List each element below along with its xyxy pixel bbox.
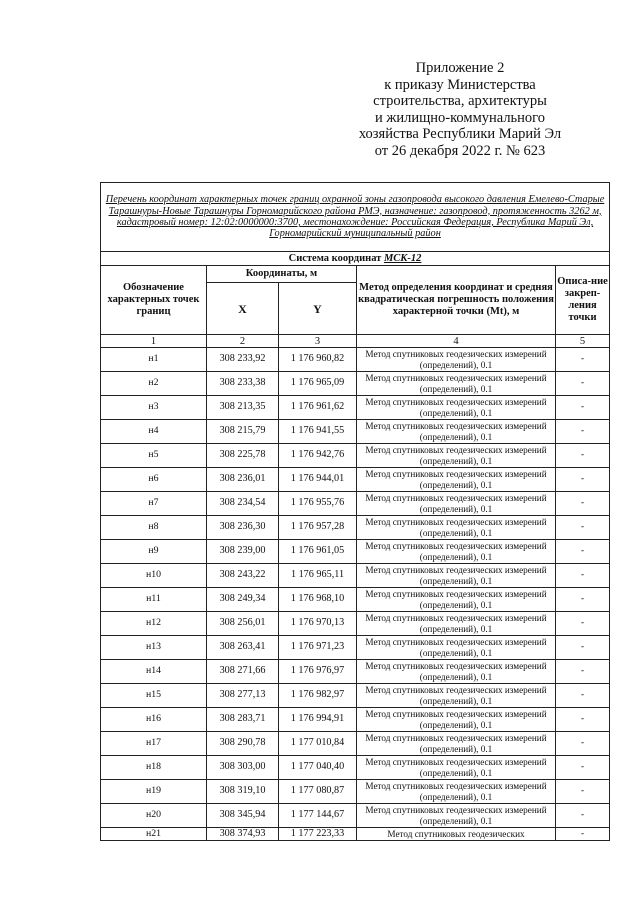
x-coordinate-cell: 308 263,41 [207, 636, 279, 660]
point-cell: н7 [101, 492, 207, 516]
point-cell: н11 [101, 588, 207, 612]
x-coordinate-cell: 308 249,34 [207, 588, 279, 612]
y-coordinate-cell: 1 176 976,97 [279, 660, 357, 684]
point-cell: н3 [101, 396, 207, 420]
point-cell: н12 [101, 612, 207, 636]
point-cell: н2 [101, 372, 207, 396]
description-cell: - [556, 804, 610, 828]
x-coordinate-cell: 308 213,35 [207, 396, 279, 420]
description-cell: - [556, 588, 610, 612]
method-cell: Метод спутниковых геодезических измерений (определений), 0.1 [357, 444, 556, 468]
point-cell: н16 [101, 708, 207, 732]
y-coordinate-cell: 1 177 010,84 [279, 732, 357, 756]
table-row [101, 372, 610, 396]
x-coordinate-cell: 308 233,38 [207, 372, 279, 396]
table-row [101, 348, 610, 372]
x-coordinate-cell: 308 234,54 [207, 492, 279, 516]
x-coordinate-cell: 308 303,00 [207, 756, 279, 780]
method-cell: Метод спутниковых геодезических измерений (определений), 0.1 [357, 588, 556, 612]
description-cell: - [556, 420, 610, 444]
x-coordinate-cell: 308 345,94 [207, 804, 279, 828]
y-coordinate-cell: 1 176 955,76 [279, 492, 357, 516]
y-coordinate-cell: 1 176 957,28 [279, 516, 357, 540]
method-cell: Метод спутниковых геодезических измерений (определений), 0.1 [357, 564, 556, 588]
description-cell: - [556, 468, 610, 492]
column-number: 3 [279, 335, 357, 348]
description-cell: - [556, 780, 610, 804]
coordinate-system-row [101, 252, 610, 266]
table-row [101, 468, 610, 492]
description-cell: - [556, 516, 610, 540]
method-cell: Метод спутниковых геодезических [357, 828, 556, 841]
description-cell: - [556, 684, 610, 708]
appendix-line: строительства, архитектуры [373, 93, 547, 109]
x-coordinate-cell: 308 215,79 [207, 420, 279, 444]
x-coordinate-cell: 308 225,78 [207, 444, 279, 468]
table-row [101, 588, 610, 612]
point-cell: н21 [101, 828, 207, 841]
description-cell: - [556, 372, 610, 396]
y-coordinate-cell: 1 176 971,23 [279, 636, 357, 660]
header-designation: Обозначение характерных точек границ [101, 266, 207, 335]
x-coordinate-cell: 308 236,30 [207, 516, 279, 540]
appendix-header [340, 60, 580, 159]
description-cell: - [556, 828, 610, 841]
appendix-line: и жилищно-коммунального [374, 109, 546, 126]
description-cell: - [556, 732, 610, 756]
table-row [101, 396, 610, 420]
x-coordinate-cell: 308 290,78 [207, 732, 279, 756]
appendix-line: хозяйства Республики Марий Эл [358, 126, 562, 142]
table-row [101, 420, 610, 444]
description-cell: - [556, 756, 610, 780]
description-cell: - [556, 444, 610, 468]
y-coordinate-cell: 1 176 982,97 [279, 684, 357, 708]
header-coordinates: Координаты, м [207, 266, 357, 283]
y-coordinate-cell: 1 176 961,05 [279, 540, 357, 564]
point-cell: н20 [101, 804, 207, 828]
y-coordinate-cell: 1 176 944,01 [279, 468, 357, 492]
table-row [101, 804, 610, 828]
description-cell: - [556, 540, 610, 564]
table-row [101, 708, 610, 732]
table-row [101, 660, 610, 684]
point-cell: н10 [101, 564, 207, 588]
method-cell: Метод спутниковых геодезических измерений (определений), 0.1 [357, 468, 556, 492]
column-number: 2 [207, 335, 279, 348]
table-row [101, 636, 610, 660]
point-cell: н17 [101, 732, 207, 756]
header-description: Описа-ние закреп-ления точки [556, 266, 610, 335]
table-row [101, 828, 610, 841]
x-coordinate-cell: 308 374,93 [207, 828, 279, 841]
method-cell: Метод спутниковых геодезических измерений (определений), 0.1 [357, 348, 556, 372]
table-body [101, 348, 610, 841]
appendix-line: Приложение 2 [415, 60, 505, 76]
y-coordinate-cell: 1 177 080,87 [279, 780, 357, 804]
table-row [101, 612, 610, 636]
x-coordinate-cell: 308 283,71 [207, 708, 279, 732]
y-coordinate-cell: 1 176 960,82 [279, 348, 357, 372]
table-row [101, 564, 610, 588]
appendix-line: от 26 декабря 2022 г. № 623 [374, 142, 546, 159]
column-number: 4 [357, 335, 556, 348]
y-coordinate-cell: 1 176 965,11 [279, 564, 357, 588]
y-coordinate-cell: 1 176 994,91 [279, 708, 357, 732]
point-cell: н5 [101, 444, 207, 468]
header-y: Y [279, 283, 357, 335]
table-row [101, 756, 610, 780]
table-row [101, 780, 610, 804]
method-cell: Метод спутниковых геодезических измерений (определений), 0.1 [357, 540, 556, 564]
method-cell: Метод спутниковых геодезических измерений (определений), 0.1 [357, 804, 556, 828]
method-cell: Метод спутниковых геодезических измерений (определений), 0.1 [357, 372, 556, 396]
method-cell: Метод спутниковых геодезических измерений (определений), 0.1 [357, 684, 556, 708]
method-cell: Метод спутниковых геодезических измерений (определений), 0.1 [357, 660, 556, 684]
x-coordinate-cell: 308 319,10 [207, 780, 279, 804]
header-method: Метод определения координат и средняя квадратическая погрешность положения характерной точки (Mt), м [357, 266, 556, 335]
x-coordinate-cell: 308 271,66 [207, 660, 279, 684]
description-cell: - [556, 612, 610, 636]
method-cell: Метод спутниковых геодезических измерений (определений), 0.1 [357, 612, 556, 636]
point-cell: н1 [101, 348, 207, 372]
point-cell: н13 [101, 636, 207, 660]
point-cell: н14 [101, 660, 207, 684]
description-cell: - [556, 348, 610, 372]
table-caption: Перечень координат характерных точек границ охранной зоны газопровода высокого давления Емелево-Старые Тарашнуры-Новые Тарашнуры Горномарийского района РМЭ, назначение: газопровод, протяженность 3262 м, кадастровый номер: 12:02:0000000:3700, местонахождение: Российская Федерация, Республика Марий Эл, Горномарийский муниципальный район [101, 183, 610, 252]
description-cell: - [556, 708, 610, 732]
coordinate-system-name: МСК-12 [383, 253, 422, 264]
x-coordinate-cell: 308 243,22 [207, 564, 279, 588]
point-cell: н8 [101, 516, 207, 540]
coordinate-system-label: Система координат [288, 253, 382, 264]
x-coordinate-cell: 308 236,01 [207, 468, 279, 492]
y-coordinate-cell: 1 176 942,76 [279, 444, 357, 468]
x-coordinate-cell: 308 239,00 [207, 540, 279, 564]
column-number: 1 [101, 335, 207, 348]
method-cell: Метод спутниковых геодезических измерений (определений), 0.1 [357, 516, 556, 540]
table-row [101, 540, 610, 564]
appendix-line: к приказу Министерства [384, 76, 536, 93]
point-cell: н9 [101, 540, 207, 564]
table-row [101, 684, 610, 708]
header-x: X [207, 283, 279, 335]
y-coordinate-cell: 1 176 968,10 [279, 588, 357, 612]
description-cell: - [556, 564, 610, 588]
y-coordinate-cell: 1 177 040,40 [279, 756, 357, 780]
table-row [101, 444, 610, 468]
x-coordinate-cell: 308 233,92 [207, 348, 279, 372]
y-coordinate-cell: 1 177 144,67 [279, 804, 357, 828]
description-cell: - [556, 396, 610, 420]
method-cell: Метод спутниковых геодезических измерений (определений), 0.1 [357, 756, 556, 780]
description-cell: - [556, 660, 610, 684]
table-row [101, 732, 610, 756]
table-row [101, 516, 610, 540]
column-number: 5 [556, 335, 610, 348]
point-cell: н4 [101, 420, 207, 444]
method-cell: Метод спутниковых геодезических измерений (определений), 0.1 [357, 396, 556, 420]
y-coordinate-cell: 1 176 965,09 [279, 372, 357, 396]
description-cell: - [556, 492, 610, 516]
method-cell: Метод спутниковых геодезических измерений (определений), 0.1 [357, 780, 556, 804]
x-coordinate-cell: 308 256,01 [207, 612, 279, 636]
method-cell: Метод спутниковых геодезических измерений (определений), 0.1 [357, 636, 556, 660]
column-numbers-row [101, 335, 610, 348]
y-coordinate-cell: 1 177 223,33 [279, 828, 357, 841]
y-coordinate-cell: 1 176 961,62 [279, 396, 357, 420]
x-coordinate-cell: 308 277,13 [207, 684, 279, 708]
point-cell: н18 [101, 756, 207, 780]
method-cell: Метод спутниковых геодезических измерений (определений), 0.1 [357, 732, 556, 756]
coordinates-table [100, 182, 610, 841]
method-cell: Метод спутниковых геодезических измерений (определений), 0.1 [357, 492, 556, 516]
point-cell: н6 [101, 468, 207, 492]
table-row [101, 492, 610, 516]
method-cell: Метод спутниковых геодезических измерений (определений), 0.1 [357, 420, 556, 444]
y-coordinate-cell: 1 176 941,55 [279, 420, 357, 444]
method-cell: Метод спутниковых геодезических измерений (определений), 0.1 [357, 708, 556, 732]
y-coordinate-cell: 1 176 970,13 [279, 612, 357, 636]
point-cell: н15 [101, 684, 207, 708]
point-cell: н19 [101, 780, 207, 804]
description-cell: - [556, 636, 610, 660]
